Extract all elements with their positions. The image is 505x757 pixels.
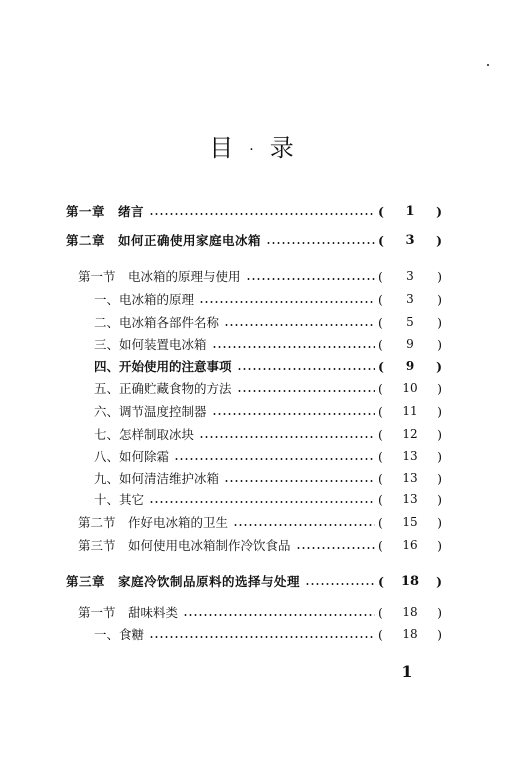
paren-close: ): [437, 448, 442, 464]
toc-entry-label: 四、开始使用的注意事项: [94, 359, 232, 374]
dot-leader: [183, 614, 375, 616]
toc-entry-subsection[interactable]: [94, 446, 442, 466]
page-ref: 13: [402, 471, 418, 485]
toc-entry-page: [378, 449, 442, 464]
toc-entry-label: 第一节 电冰箱的原理与使用: [78, 269, 241, 284]
toc-entry-label: 三、如何装置电冰箱: [94, 337, 207, 352]
toc-entry-label: 一、电冰箱的原理: [94, 292, 195, 307]
toc-entry-subsection[interactable]: [94, 356, 442, 376]
toc-entry-page: [378, 292, 442, 307]
paren-close: ): [437, 314, 442, 330]
title-char-right: 录: [269, 134, 296, 162]
paren-open: (: [378, 537, 383, 553]
paren-open: (: [378, 268, 383, 284]
paren-close: ): [437, 514, 442, 530]
toc-entry-page: [378, 204, 442, 219]
dot-leader: [296, 547, 375, 549]
page-ref: 10: [402, 381, 418, 395]
paren-open: (: [378, 426, 383, 442]
toc-entry-subsection[interactable]: [94, 378, 442, 398]
page-ref: 3: [406, 269, 414, 283]
dot-leader: [266, 242, 375, 244]
paren-close: ): [437, 336, 442, 352]
toc-entry-label: 五、正确贮藏食物的方法: [94, 381, 232, 396]
toc-entry-page: [378, 471, 442, 486]
toc-entry-label: 八、如何除霜: [94, 449, 170, 464]
page-ref: 13: [402, 449, 418, 463]
paren-open: (: [378, 470, 383, 486]
paren-close: ): [437, 268, 442, 284]
toc-entry-subsection[interactable]: [94, 468, 442, 488]
paren-open: (: [378, 573, 384, 589]
toc-entry-label: 第三节 如何使用电冰箱制作冷饮食品: [78, 538, 291, 553]
page-ref: 3: [406, 292, 414, 306]
toc-entry-page: [378, 359, 442, 374]
toc-entry-label: 六、调节温度控制器: [94, 404, 207, 419]
paren-close: ): [436, 203, 442, 219]
page-ref: 1: [405, 203, 415, 219]
page-ref: 12: [402, 427, 418, 441]
paren-close: ): [437, 626, 442, 642]
page-ref: 18: [400, 573, 420, 589]
paren-close: ): [437, 291, 442, 307]
paren-close: ): [437, 426, 442, 442]
toc-entry-chapter-3[interactable]: [66, 571, 442, 591]
paren-close: ): [436, 232, 442, 248]
paren-open: (: [378, 448, 383, 464]
title-char-left: 目: [209, 134, 236, 162]
toc-entry-label: 第一章 绪言: [66, 204, 145, 219]
toc-entry-chapter-2[interactable]: [66, 230, 442, 250]
page-ref: 16: [402, 538, 418, 552]
toc-entry-subsection[interactable]: [94, 489, 442, 509]
title-separator: ·: [249, 141, 256, 158]
dot-leader: [199, 301, 375, 303]
paren-open: (: [378, 626, 383, 642]
page-ref: 5: [406, 315, 414, 329]
toc-entry-label: 九、如何清洁维护冰箱: [94, 471, 220, 486]
page-ref: 15: [402, 515, 418, 529]
dot-leader: [233, 524, 375, 526]
toc-entry-page: [378, 538, 442, 553]
page-ref: 3: [405, 232, 415, 248]
paren-open: (: [378, 232, 384, 248]
paren-open: (: [378, 380, 383, 396]
toc-entry-label: 第二节 作好电冰箱的卫生: [78, 515, 229, 530]
toc-entry-page: [378, 404, 442, 419]
paren-close: ): [437, 470, 442, 486]
paren-close: ): [436, 573, 442, 589]
toc-entry-page: [378, 315, 442, 330]
toc-entry-subsection[interactable]: [94, 424, 442, 444]
paren-close: ): [437, 403, 442, 419]
page-title: [0, 128, 505, 163]
toc-entry-subsection[interactable]: [94, 312, 442, 332]
toc-entry-label: 第三章 家庭冷饮制品原料的选择与处理: [66, 574, 301, 589]
toc-entry-page: [378, 269, 442, 284]
paren-close: ): [436, 358, 442, 374]
page-ref: 11: [402, 404, 418, 418]
toc-entry-page: [378, 233, 442, 248]
toc-entry-section[interactable]: [78, 535, 442, 555]
toc-entry-chapter-1[interactable]: [66, 201, 442, 221]
toc-entry-label: 第二章 如何正确使用家庭电冰箱: [66, 233, 262, 248]
page-number: 1: [401, 662, 413, 681]
toc-entry-subsection[interactable]: [94, 401, 442, 421]
toc-entry-label: 二、电冰箱各部件名称: [94, 315, 220, 330]
paren-open: (: [378, 491, 383, 507]
toc-entry-page: [378, 492, 442, 507]
paren-open: (: [378, 358, 384, 374]
toc-entry-page: [378, 627, 442, 642]
toc-entry-subsection[interactable]: [94, 624, 442, 644]
toc-entry-page: [378, 605, 442, 620]
toc-entry-page: [378, 427, 442, 442]
paren-open: (: [378, 291, 383, 307]
paren-open: (: [378, 514, 383, 530]
toc-entry-label: 七、怎样制取冰块: [94, 427, 195, 442]
page-ref: 18: [402, 627, 418, 641]
toc-entry-page: [378, 381, 442, 396]
toc-entry-page: [378, 574, 442, 589]
toc-entry-label: 第一节 甜味料类: [78, 605, 179, 620]
paren-open: (: [378, 203, 384, 219]
dot-leader: [174, 458, 375, 460]
dot-leader: [305, 583, 375, 585]
toc-entry-subsection[interactable]: [94, 334, 442, 354]
paren-close: ): [437, 604, 442, 620]
page-ref: 18: [402, 605, 418, 619]
paren-close: ): [437, 537, 442, 553]
dot-leader: [212, 346, 375, 348]
paren-open: (: [378, 314, 383, 330]
page-ref: 9: [405, 359, 415, 373]
toc-entry-section[interactable]: [78, 266, 442, 286]
toc-entry-section[interactable]: [78, 512, 442, 532]
paren-open: (: [378, 403, 383, 419]
page-ref: 9: [406, 337, 414, 351]
dot-leader: [199, 436, 375, 438]
paren-open: (: [378, 336, 383, 352]
toc-entry-subsection[interactable]: [94, 289, 442, 309]
toc-entry-label: 一、食糖: [94, 627, 145, 642]
dot-leader: [237, 368, 375, 370]
page-ref: 13: [402, 492, 418, 506]
toc-entry-label: 十、其它: [94, 492, 145, 507]
dot-leader: [246, 278, 375, 280]
paren-close: ): [437, 491, 442, 507]
paren-open: (: [378, 604, 383, 620]
paren-close: ): [437, 380, 442, 396]
dot-leader: [224, 480, 375, 482]
dot-leader: [224, 324, 375, 326]
dot-leader: [212, 413, 375, 415]
toc-entry-section[interactable]: [78, 602, 442, 622]
dot-leader: [149, 501, 375, 503]
dot-leader: [237, 390, 375, 392]
dot-leader: [149, 636, 375, 638]
toc-entry-page: [378, 515, 442, 530]
toc-entry-page: [378, 337, 442, 352]
dot-leader: [149, 213, 375, 215]
scan-speck: [487, 64, 489, 66]
